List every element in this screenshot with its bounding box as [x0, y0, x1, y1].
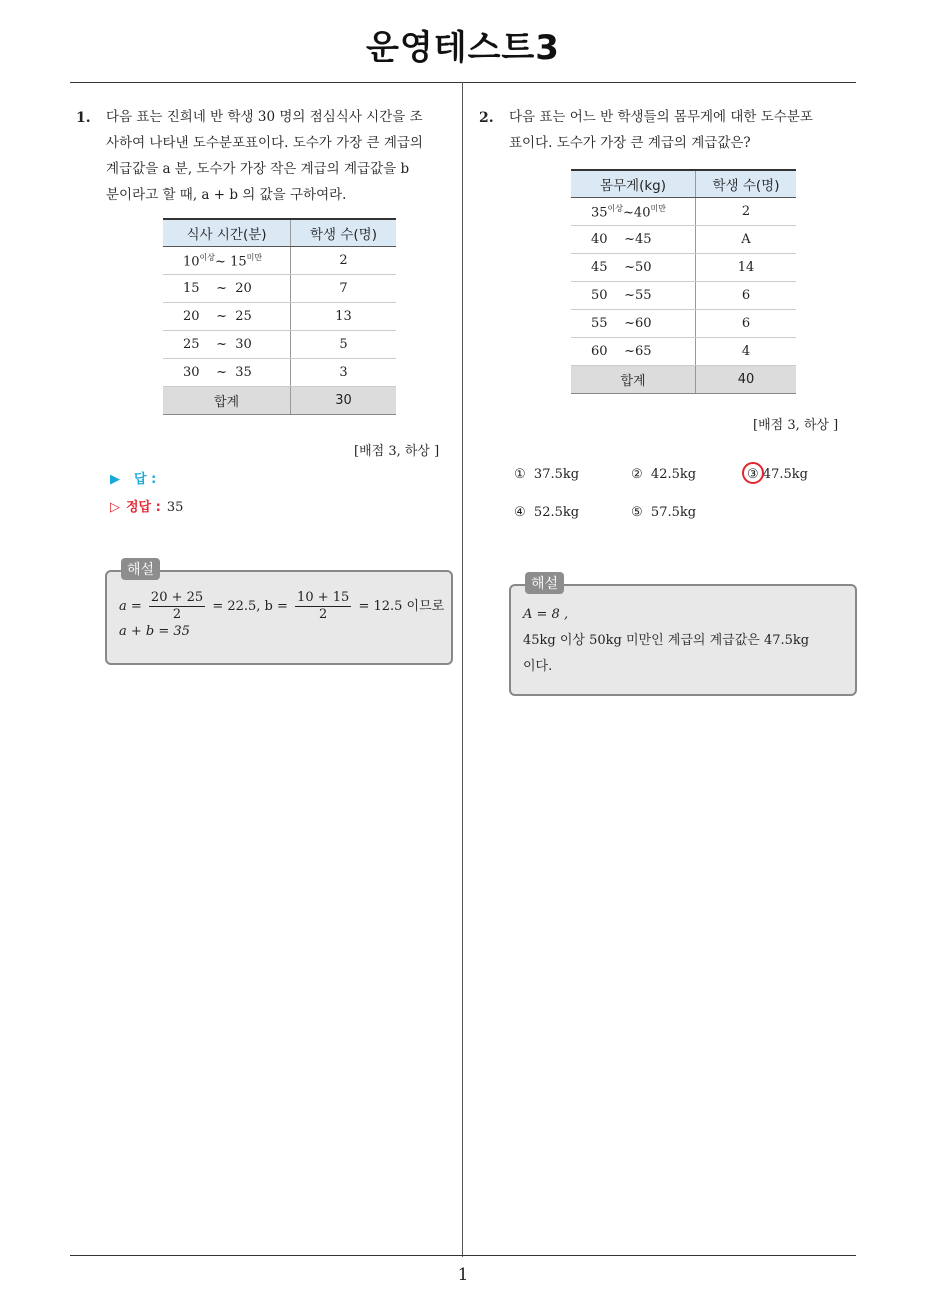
- table-header: 식사 시간(분): [163, 219, 291, 247]
- table-row: [571, 226, 796, 254]
- page-number: 1: [457, 1265, 469, 1285]
- outline-triangle-icon: ▷: [110, 500, 120, 515]
- q1-answer: [110, 468, 156, 487]
- explanation-tag: 해설: [525, 572, 564, 594]
- choice-3[interactable]: ③ 47.5kg: [747, 467, 808, 482]
- selected-answer-circle-icon: [742, 462, 764, 484]
- frequency: 3: [291, 359, 397, 387]
- play-triangle-icon: ▶: [110, 472, 120, 487]
- class-interval: 50 ~55: [571, 282, 696, 310]
- column-divider: [462, 82, 463, 1257]
- table-row: [571, 254, 796, 282]
- page-title: 운영테스트3: [366, 28, 560, 68]
- table-row: [163, 275, 396, 303]
- class-interval: 55 ~60: [571, 310, 696, 338]
- table-row: [571, 310, 796, 338]
- table-row: [163, 331, 396, 359]
- q1-text-line: 분이라고 할 때, a + b 의 값을 구하여라.: [106, 187, 347, 203]
- table-total-row: [163, 387, 396, 415]
- frequency: 14: [696, 254, 797, 282]
- correct-value: 35: [166, 500, 184, 515]
- q2-score: [배점 3, 하상 ]: [753, 418, 839, 433]
- table-row: [163, 247, 396, 275]
- fraction: $\frac{10 + 15}{2}$: [297, 590, 350, 622]
- frequency: 13: [291, 303, 397, 331]
- q2-number: 2.: [479, 110, 494, 126]
- table-header: 학생 수(명): [291, 219, 397, 247]
- table-row: [571, 338, 796, 366]
- total-label: 합계: [163, 387, 291, 415]
- q1-number: 1.: [76, 110, 91, 126]
- choice-1[interactable]: ① 37.5kg: [514, 467, 580, 482]
- top-divider: [70, 82, 856, 83]
- frequency: 5: [291, 331, 397, 359]
- frequency: 2: [291, 247, 397, 275]
- q2-text: [509, 104, 859, 156]
- q1-text-line: 계급값을 a 분, 도수가 가장 작은 계급의 계급값을 b: [106, 161, 410, 177]
- class-interval: 15 ~ 20: [163, 275, 291, 303]
- class-interval: $10^{이상}\sim$ $15^{미만}$: [163, 247, 291, 275]
- class-interval: $35^{이상}\sim 40^{미만}$: [571, 198, 696, 226]
- frequency: 6: [696, 282, 797, 310]
- table-total-row: [571, 366, 796, 394]
- total-label: 합계: [571, 366, 696, 394]
- class-interval: 30 ~ 35: [163, 359, 291, 387]
- q1-score: [배점 3, 하상 ]: [354, 444, 440, 459]
- q1-explanation-box: [105, 562, 453, 665]
- explanation-text: A = 8 , 45kg 이상 50kg 미만인 계급의 계급값은 47.5kg 이다.: [523, 607, 810, 674]
- class-interval: 45 ~50: [571, 254, 696, 282]
- frequency: 4: [696, 338, 797, 366]
- class-interval: 40 ~45: [571, 226, 696, 254]
- table-header: 학생 수(명): [696, 170, 797, 198]
- frequency: 2: [696, 198, 797, 226]
- total-value: 30: [291, 387, 397, 415]
- table-row: [571, 282, 796, 310]
- q1-text: [106, 104, 456, 208]
- explanation-text: a = $\frac{20 + 25}{2}$ = 22.5, b = $\frac{10 + 15}{2}$ = 12.5 이므로 a + b = 35: [119, 590, 445, 639]
- q2-text-line: 표이다. 도수가 가장 큰 계급의 계급값은?: [509, 135, 751, 151]
- explanation-tag: 해설: [121, 558, 160, 580]
- class-interval: 25 ~ 30: [163, 331, 291, 359]
- bottom-divider: [70, 1255, 856, 1256]
- q2-frequency-table: [571, 169, 796, 394]
- q1-correct-answer: [110, 496, 183, 515]
- table-header: 몸무게(kg): [571, 170, 696, 198]
- class-interval: 60 ~65: [571, 338, 696, 366]
- table-row: [163, 303, 396, 331]
- class-interval: 20 ~ 25: [163, 303, 291, 331]
- table-row: [163, 359, 396, 387]
- q1-text-line: 다음 표는 진희네 반 학생 30 명의 점심식사 시간을 조: [106, 109, 423, 125]
- choice-4[interactable]: ④ 52.5kg: [514, 505, 580, 520]
- q1-text-line: 사하여 나타낸 도수분포표이다. 도수가 가장 큰 계급의: [106, 135, 423, 151]
- table-row: [571, 198, 796, 226]
- q2-explanation-box: [509, 576, 857, 696]
- frequency: A: [696, 226, 797, 254]
- frequency: 6: [696, 310, 797, 338]
- choice-2[interactable]: ② 42.5kg: [631, 467, 697, 482]
- correct-label: 정답 :: [126, 500, 161, 515]
- q1-frequency-table: [163, 218, 396, 415]
- answer-label: 답 :: [134, 472, 157, 487]
- fraction: $\frac{20 + 25}{2}$: [150, 590, 204, 622]
- choice-5[interactable]: ⑤ 57.5kg: [631, 505, 697, 520]
- total-value: 40: [696, 366, 797, 394]
- frequency: 7: [291, 275, 397, 303]
- q2-text-line: 다음 표는 어느 반 학생들의 몸무게에 대한 도수분포: [509, 109, 813, 125]
